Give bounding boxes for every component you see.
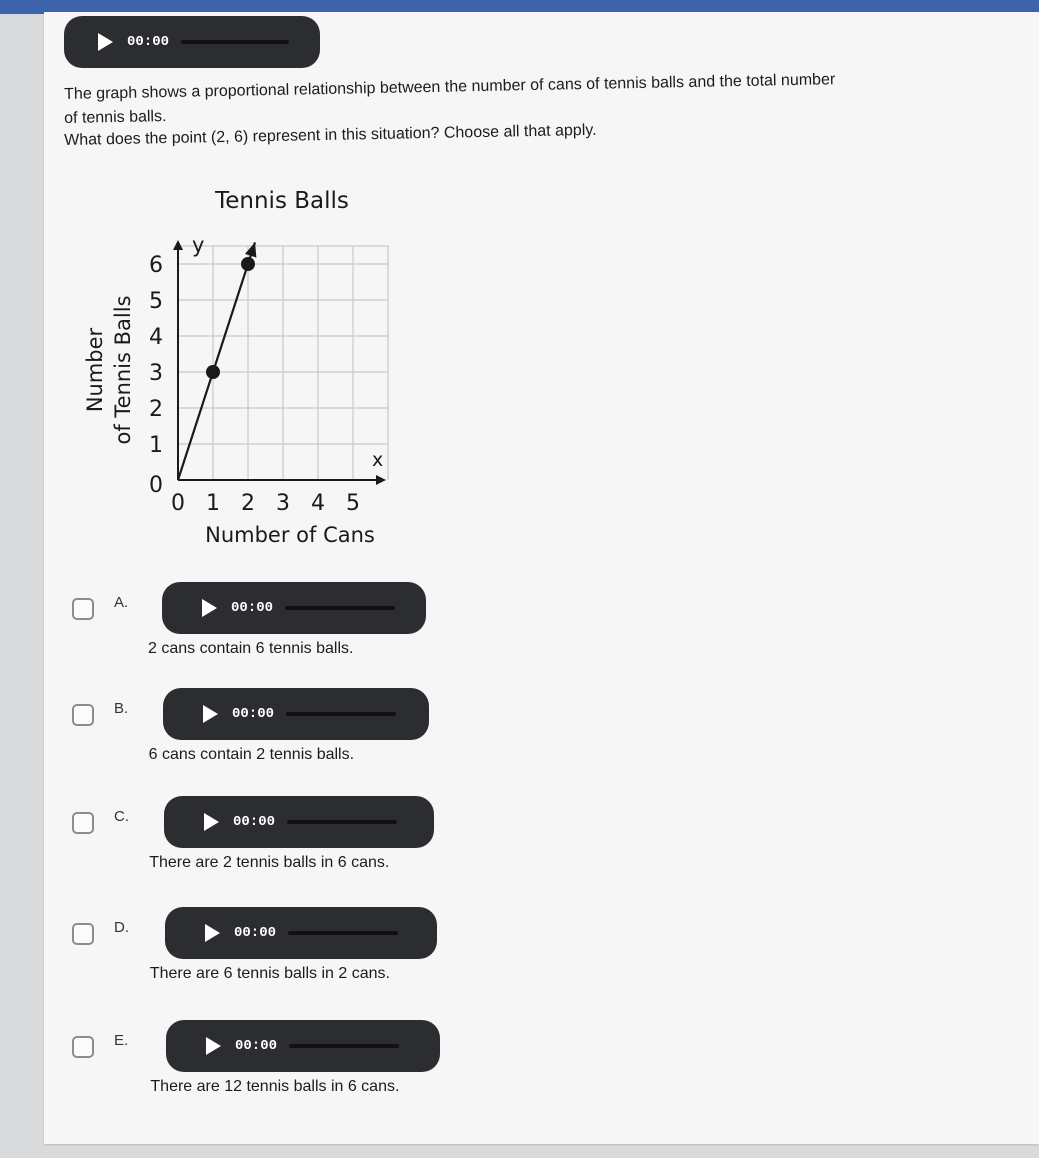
play-icon[interactable]	[203, 705, 218, 723]
option-checkbox[interactable]	[72, 704, 94, 726]
option-checkbox[interactable]	[72, 812, 94, 834]
x-axis-arrow	[376, 475, 386, 485]
y-axis-letter: y	[192, 233, 205, 257]
option-checkbox[interactable]	[72, 598, 94, 620]
audio-progress-track[interactable]	[181, 40, 289, 44]
play-icon[interactable]	[205, 924, 220, 942]
data-point	[206, 365, 220, 379]
option-audio-player[interactable]	[165, 907, 437, 959]
option-text: 2 cans contain 6 tennis balls.	[148, 640, 354, 657]
option-text: There are 6 tennis balls in 2 cans.	[149, 965, 390, 982]
audio-time: 00:00	[234, 925, 277, 941]
play-icon[interactable]	[202, 599, 217, 617]
audio-time: 00:00	[235, 1038, 278, 1054]
question-audio-player[interactable]	[64, 16, 320, 68]
x-axis-label: Number of Cans	[205, 523, 375, 547]
y-axis-arrow	[173, 240, 183, 250]
y-tick-label: 0	[149, 473, 163, 498]
audio-progress-track[interactable]	[288, 931, 398, 935]
tennis-balls-graph	[60, 180, 420, 560]
y-tick-label: 1	[149, 433, 163, 458]
x-tick-label: 3	[276, 491, 290, 516]
x-tick-label: 5	[346, 491, 360, 516]
y-axis-label-line-1: Number	[83, 327, 107, 413]
line-arrowhead	[245, 242, 256, 257]
option-audio-player[interactable]	[162, 582, 426, 634]
chart-title: Tennis Balls	[215, 188, 349, 214]
x-tick-label: 1	[206, 491, 220, 516]
audio-progress-track[interactable]	[285, 606, 395, 610]
option-audio-player[interactable]	[163, 688, 429, 740]
y-tick-label: 5	[149, 289, 163, 314]
option-audio-player[interactable]	[164, 796, 434, 848]
play-icon[interactable]	[98, 33, 113, 51]
option-checkbox[interactable]	[72, 1036, 94, 1058]
x-axis-letter: x	[372, 449, 384, 471]
option-letter: D.	[114, 919, 129, 936]
option-letter: E.	[114, 1032, 129, 1049]
chart-axes	[173, 240, 386, 485]
option-text: There are 12 tennis balls in 6 cans.	[150, 1078, 400, 1095]
audio-time: 00:00	[127, 34, 170, 50]
play-icon[interactable]	[204, 813, 219, 831]
option-letter: C.	[114, 808, 129, 825]
option-text: There are 2 tennis balls in 6 cans.	[149, 854, 390, 871]
data-point	[241, 257, 255, 271]
audio-progress-track[interactable]	[287, 820, 397, 824]
question-line-1: The graph shows a proportional relationship between the number of cans of tennis balls and the total number	[64, 71, 836, 103]
option-text: 6 cans contain 2 tennis balls.	[148, 746, 355, 763]
option-letter: A.	[114, 594, 129, 611]
y-tick-label: 4	[149, 325, 163, 350]
chart-grid	[178, 246, 388, 480]
y-tick-label: 3	[149, 361, 163, 386]
option-audio-player[interactable]	[166, 1020, 440, 1072]
audio-progress-track[interactable]	[286, 712, 396, 716]
audio-time: 00:00	[231, 600, 274, 616]
question-line-2: of tennis balls.	[64, 108, 167, 127]
option-letter: B.	[114, 700, 129, 717]
y-tick-label: 2	[149, 397, 163, 422]
x-tick-label: 4	[311, 491, 325, 516]
play-icon[interactable]	[206, 1037, 221, 1055]
y-tick-label: 6	[149, 253, 163, 278]
x-tick-label: 2	[241, 491, 255, 516]
question-line-3: What does the point (2, 6) represent in this situation? Choose all that apply.	[64, 121, 597, 149]
x-tick-label: 0	[171, 491, 185, 516]
y-axis-label-line-2: of Tennis Balls	[111, 295, 135, 445]
option-checkbox[interactable]	[72, 923, 94, 945]
audio-time: 00:00	[233, 814, 276, 830]
chart-ticks	[149, 253, 360, 516]
audio-time: 00:00	[232, 706, 275, 722]
audio-progress-track[interactable]	[289, 1044, 399, 1048]
